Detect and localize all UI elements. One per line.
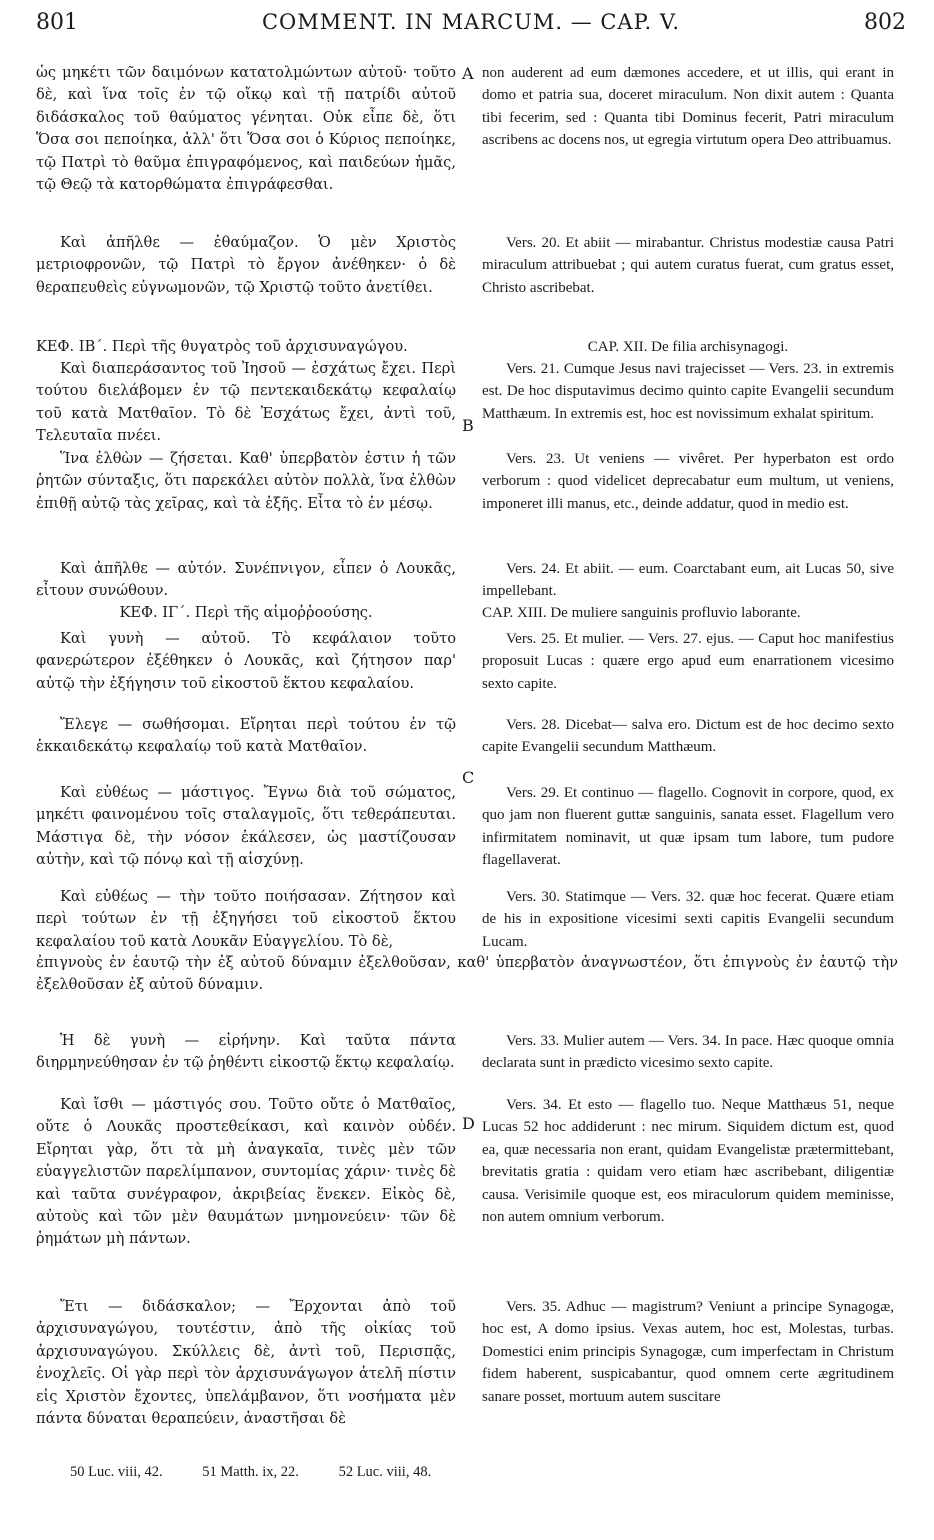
greek-chapter-heading: ΚΕΦ. ΙΒ΄. Περὶ τῆς θυγατρὸς τοῦ ἀρχισυναγώγου. [36,338,408,355]
latin-paragraph: Vers. 23. Ut veniens — vivêret. Per hyperbaton est ordo verborum : quod videlicet deprecabatur eum multum, ut veniens, imponeret illi manus, etc., deinde addatur, quod in medio est. [482,451,894,512]
latin-paragraph: Vers. 30. Statimque — Vers. 32. quæ hoc fecerat. Quære etiam de his in expositione vicesimi sexti capitis Evangelii secundum Lucam. [482,889,894,950]
greek-paragraph: Ἔλεγε — σωθήσομαι. Εἴρηται περὶ τούτου ἐν τῷ ἑκκαιδεκάτῳ κεφαλαίῳ τοῦ κατὰ Ματθαῖον. [36,716,456,756]
page-number-right: 802 [864,10,906,35]
greek-paragraph: Καὶ ἀπῆλθε — αὐτόν. Συνέπνιγον, εἶπεν ὁ Λουκᾶς, εἶτουν συνώθουν. [36,560,456,600]
section-marker-a: A [462,64,474,83]
greek-paragraph: ὡς μηκέτι τῶν δαιμόνων κατατολμώντων αὐτοῦ· τοῦτο δὲ, καὶ ἵνα τοῖς ἐν τῷ οἴκῳ καὶ τῇ πατρίδι αὐτοῦ διδάσκαλος τοῦ θαύματος γένηται. Οὐκ εἶπε δὲ, ὅτι Ὅσα σοι πεποίηκα, ἀλλ' ὅτι Ὅσα σοι ὁ Κύριος πεποίηκε, τῷ Πατρὶ τὸ θαῦμα ἐπιγραφόμενος, καὶ παιδεύων ἡμᾶς, τῷ Θεῷ τὰ κατορθώματα ἐπιγράφεσθαι. [36,64,456,194]
greek-paragraph: Καὶ εὐθέως — μάστιγος. Ἔγνω διὰ τοῦ σώματος, μηκέτι φαινομένου τοῖς σταλαγμοῖς, ὅτι τεθεράπευται. Μάστιγα δὲ, τὴν νόσον ἐκάλεσεν, ὡς μαστίζουσαν αὐτὴν, καὶ τῷ πόνῳ καὶ τῇ αἰσχύνῃ. [36,784,456,869]
greek-paragraph: Καὶ διαπεράσαντος τοῦ Ἰησοῦ — ἐσχάτως ἔχει. Περὶ τούτου διελάβομεν ἐν τῷ πεντεκαιδεκάτῳ κεφαλαίῳ τοῦ κατὰ Ματθαῖον. Τὸ δὲ Ἐσχάτως ἔχει, ἀντὶ τοῦ, Τελευταῖα πνέει. [36,360,456,445]
greek-full-width-line: ἐπιγνοὺς ἐν ἑαυτῷ τὴν ἐξ αὐτοῦ δύναμιν ἐξελθοῦσαν, καθ' ὑπερβατὸν ἀναγνωστέον, ὅτι ἐπιγνοὺς ἐν ἑαυτῷ τὴν ἐξελθοῦσαν ἐξ αὐτοῦ δύναμιν. [36,954,898,994]
latin-paragraph: non auderent ad eum dæmones accedere, et ut illis, qui erant in domo et patria sua, doceret miraculum. Non dixit autem : Quanta tibi fecerim, sed : Quanta tibi Dominus fecerit, Patri miraculum ascribens ac docens nos, ut egregia virtutum opera Deo attribuamus. [482,65,894,149]
latin-paragraph: Vers. 34. Et esto — flagello tuo. Neque Matthæus 51, neque Lucas 52 hoc addiderunt : nec mirum. Siquidem dictum est, quod ea, quæ necessaria non erant, quidam Evangelistæ prætermittebant, brevitatis gratia : quidam vero etiam hæc ascribebant, diligentiæ causa. Verisimile quoque est, eos miraculorum quidem meminisse, non autem omnium verborum. [482,1097,894,1226]
latin-chapter-heading: CAP. XII. De filia archisynagogi. [587,339,789,355]
latin-paragraph: Vers. 33. Mulier autem — Vers. 34. In pace. Hæc quoque omnia declarata sunt in prædicto vicesimo sexto capite. [482,1033,894,1072]
latin-paragraph: Vers. 21. Cumque Jesus navi trajecisset — Vers. 23. in extremis est. De hoc disputavimus decimo quinto capite Evangelii secundum Matthæum. In extremis est, hoc est novissimum exhalat spiritum. [482,361,894,422]
greek-chapter-heading: ΚΕΦ. ΙΓ΄. Περὶ τῆς αἱμοῤῥοούσης. [119,604,373,621]
greek-paragraph: Ἵνα ἐλθὼν — ζήσεται. Καθ' ὑπερβατὸν ἐστιν ἡ τῶν ῥητῶν σύνταξις, ὅτι παρεκάλει αὐτὸν πολλὰ, ἵνα ἐλθὼν ἐπιθῇ αὐτῷ τὰς χεῖρας, καὶ τὰ ἑξῆς. Εἶτα τὸ ἐν μέσῳ. [36,450,456,512]
running-header [36,10,906,54]
greek-paragraph: Καὶ εὐθέως — τὴν τοῦτο ποιήσασαν. Ζήτησον καὶ περὶ τούτων ἐν τῇ ἐξηγήσει τοῦ εἰκοστοῦ ἕκτου κεφαλαίου τοῦ κατὰ Λουκᾶν Εὐαγγελίου. Τὸ δὲ, [36,888,456,950]
section-marker-b: B [462,416,474,435]
footnotes [70,1464,467,1481]
latin-paragraph: Vers. 24. Et abiit. — eum. Coarctabant eum, ait Lucas 50, sive impellebant. [482,561,894,600]
section-marker-d: D [462,1114,475,1133]
page-number-left: 801 [36,10,78,35]
section-marker-c: C [462,768,475,787]
latin-paragraph: Vers. 25. Et mulier. — Vers. 27. ejus. — Caput hoc manifestius proposuit Lucas : quære ergo apud eum enarrationem vicesimo sexto capite. [482,631,894,692]
footnote: 52 Luc. viii, 48. [338,1464,432,1480]
latin-paragraph: Vers. 35. Adhuc — magistrum? Veniunt a principe Synagogæ, hoc est, A domo ipsius. Vexas autem, hoc est, Molestas, turbas. Domestici enim principis Synagogæ, cum imperfectam in Christum fidem haberent, suspicabantur, quod omnem certe ægritudinem sanare posset, mortuum autem suscitare [482,1299,894,1405]
greek-paragraph: Ἔτι — διδάσκαλον; — Ἔρχονται ἀπὸ τοῦ ἀρχισυναγώγου, τουτέστιν, ἀπὸ τῆς οἰκίας τοῦ ἀρχισυναγώγου. Σκύλλεις δὲ, ἀντὶ τοῦ, Περισπᾷς, ἐνοχλεῖς. Οἱ γὰρ περὶ τὸν ἀρχισυνάγωγον ἀτελῆ πίστιν εἰς Χριστὸν ἔχοντες, ὑπελάμβανον, ὅτι νοσήματα μὲν πάντα δύναται θεραπεύειν, ἀναστῆσαι δὲ [36,1298,456,1428]
latin-paragraph: Vers. 20. Et abiit — mirabantur. Christus modestiæ causa Patri miraculum attribuebat ; qui autem curatus fuerat, cum gratus esset, Christo ascribebat. [482,235,894,296]
latin-paragraph: Vers. 29. Et continuo — flagello. Cognovit in corpore, quod, ex quo jam non fluerent guttæ sanguinis, sanata esset. Flagellum vero infirmitatem nominavit, ut quæ ipsam tum labore, tum pudore flagellaverat. [482,785,894,869]
footnote: 50 Luc. viii, 42. [70,1464,163,1480]
running-title: COMMENT. IN MARCUM. — CAP. V. [261,10,680,34]
greek-paragraph: Καὶ ἀπῆλθε — ἐθαύμαζον. Ὁ μὲν Χριστὸς μετριοφρονῶν, τῷ Πατρὶ τὸ ἔργον ἀνέθηκεν· ὁ δὲ θεραπευθεὶς εὐγνωμονῶν, τῷ Χριστῷ τοῦτο ἀνετίθει. [36,234,456,296]
latin-paragraph: Vers. 28. Dicebat— salva ero. Dictum est de hoc decimo sexto capite Evangelii secundum Matthæum. [482,717,894,756]
footnote: 51 Matth. ix, 22. [202,1464,299,1480]
greek-paragraph: Ἡ δὲ γυνὴ — εἰρήνην. Καὶ ταῦτα πάντα διηρμηνεύθησαν ἐν τῷ ῥηθέντι εἰκοστῷ ἕκτῳ κεφαλαίῳ. [36,1032,456,1072]
greek-paragraph: Καὶ ἴσθι — μάστιγός σου. Τοῦτο οὔτε ὁ Ματθαῖος, οὔτε ὁ Λουκᾶς προστεθείκασι, καὶ καινὸν οὐδέν. Εἴρηται γὰρ, ὅτι τὰ μὴ ἀναγκαῖα, τινὲς μὲν τῶν εὐαγγελιστῶν παρελίμπανον, συντομίας χάριν· τινὲς δὲ καὶ ταῦτα συνέγραφον, ἀκριβείας ἕνεκεν. Εἰκὸς δὲ, αὐτοὺς καὶ τῶν μὲν θαυμάτων μνημονεύειν· τῶν δὲ ῥημάτων μὴ πάντων. [36,1096,456,1248]
greek-paragraph: Καὶ γυνὴ — αὐτοῦ. Τὸ κεφάλαιον τοῦτο φανερώτερον ἐξέθηκεν ὁ Λουκᾶς, καὶ ζήτησον παρ' αὐτῷ τὴν ἐξήγησιν τοῦ εἰκοστοῦ ἕκτου κεφαλαίου. [36,630,456,692]
latin-chapter-heading: CAP. XIII. De muliere sanguinis profluvio laborante. [482,605,801,621]
